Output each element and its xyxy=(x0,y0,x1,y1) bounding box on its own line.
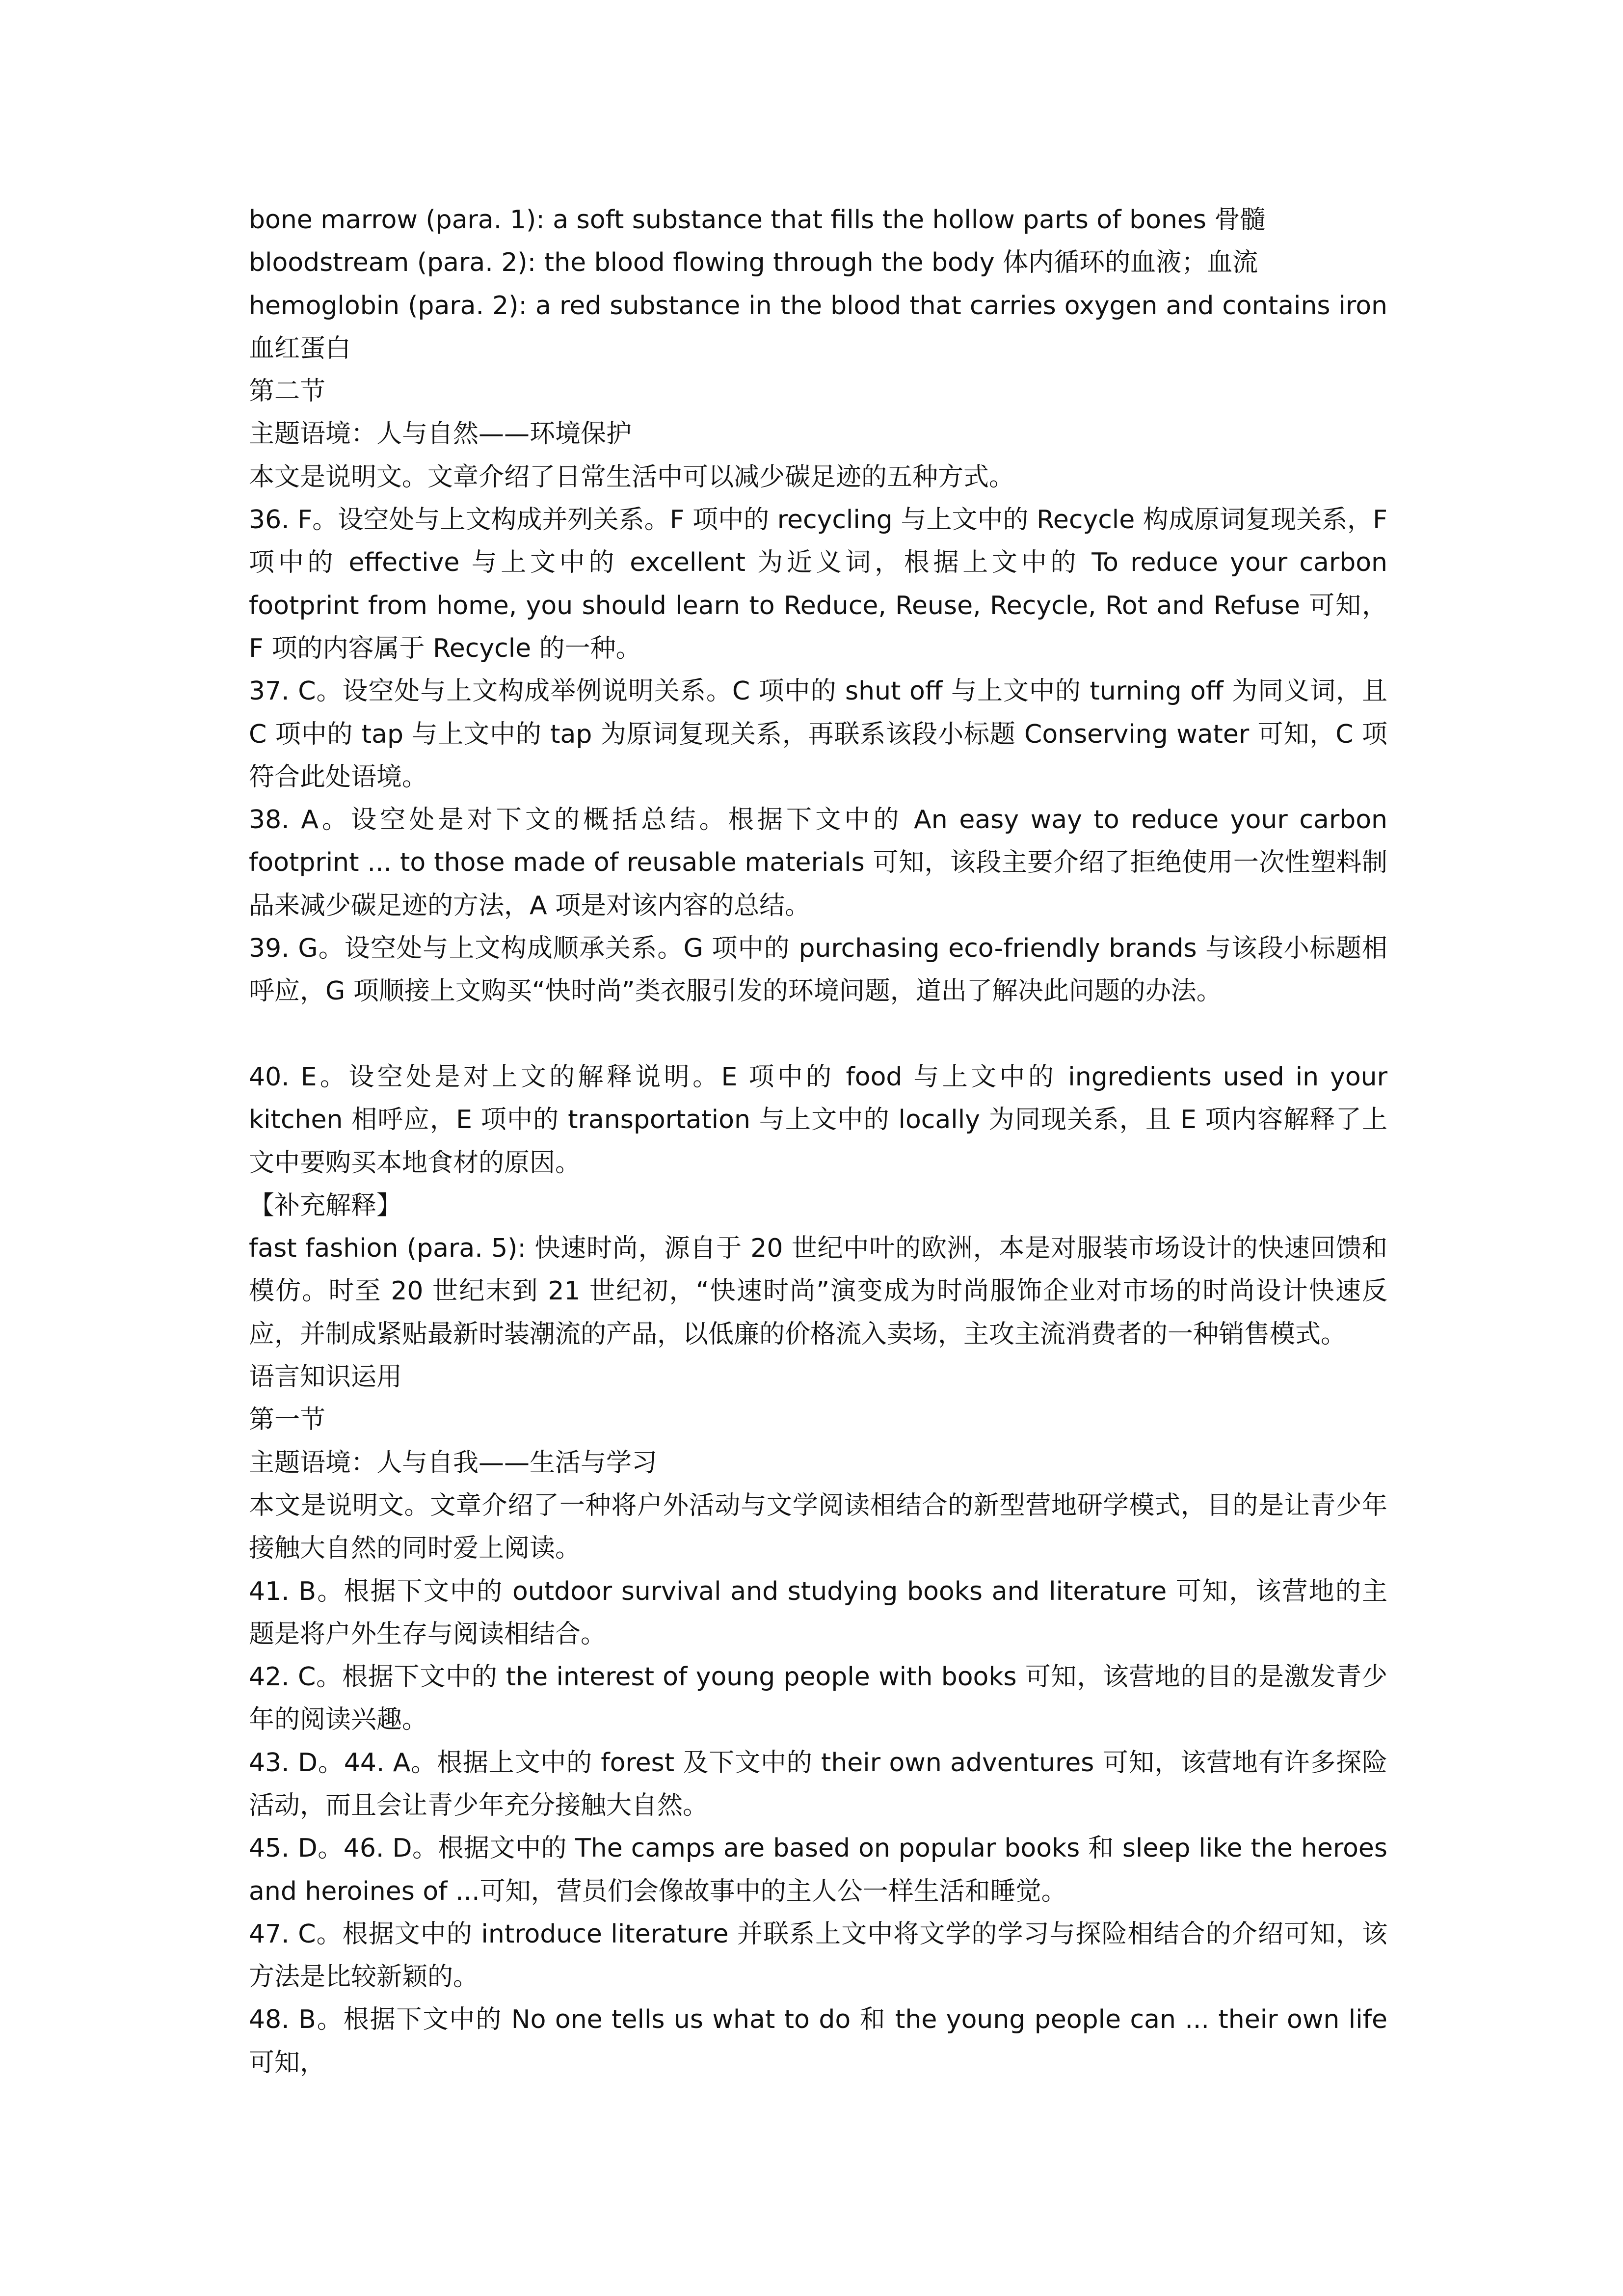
document-body xyxy=(249,199,1387,2084)
passage-intro: 本文是说明文。文章介绍了日常生活中可以减少碳足迹的五种方式。 xyxy=(249,462,1015,492)
answer-item-43-44: 43. D。44. A。根据上文中的 forest 及下文中的 their own adventures 可知，该营地有许多探险活动，而且会让青少年充分接触大自然。 xyxy=(249,1748,1387,1820)
passage-intro: 本文是说明文。文章介绍了一种将户外活动与文学阅读相结合的新型营地研学模式，目的是让青少年接触大自然的同时爱上阅读。 xyxy=(249,1490,1387,1564)
part-heading: 语言知识运用 xyxy=(249,1362,402,1392)
vocab-bone-marrow: bone marrow (para. 1): a soft substance that fills the hollow parts of bones 骨髓 xyxy=(249,205,1266,235)
answer-item-41: 41. B。根据下文中的 outdoor survival and studying books and literature 可知，该营地的主题是将户外生存与阅读相结合。 xyxy=(249,1576,1387,1649)
answer-item-38: 38. A。设空处是对下文的概括总结。根据下文中的 An easy way to reduce your carbon footprint ... to those made of reusable materials 可知，该段主要介绍了拒绝使用一次性塑料制品来减少碳足迹的方法，A 项是对该内容的总结。 xyxy=(249,805,1387,920)
answer-item-40: 40. E。设空处是对上文的解释说明。E 项中的 food 与上文中的 ingredients used in your kitchen 相呼应，E 项中的 transportation 与上文中的 locally 为同现关系，且 E 项内容解释了上文中要购买本地食材的原因。 xyxy=(249,1062,1387,1178)
supplement-text: fast fashion (para. 5): 快速时尚，源自于 20 世纪中叶的欧洲，本是对服装市场设计的快速回馈和模仿。时至 20 世纪末到 21 世纪初，“快速时尚”演变成为时尚服饰企业对市场的时尚设计快速反应，并制成紧贴最新时装潮流的产品，以低廉的价格流入卖场，主攻主流消费者的一种销售模式。 xyxy=(249,1234,1387,1349)
answer-item-36: 36. F。设空处与上文构成并列关系。F 项中的 recycling 与上文中的 Recycle 构成原词复现关系，F 项中的 effective 与上文中的 excellent 为近义词，根据上文中的 To reduce your carbon footprint from home, you should learn to Reduce, Reuse, Recycle, Rot and Refuse 可知，F 项的内容属于 Recycle 的一种。 xyxy=(249,505,1387,663)
theme-line: 主题语境：人与自然——环境保护 xyxy=(249,419,632,449)
answer-item-47: 47. C。根据文中的 introduce literature 并联系上文中将文学的学习与探险相结合的介绍可知，该方法是比较新颖的。 xyxy=(249,1919,1387,1992)
blank-line xyxy=(249,1013,1387,1056)
answer-item-48: 48. B。根据下文中的 No one tells us what to do 和 the young people can ... their own life 可知， xyxy=(249,2005,1387,2078)
answer-item-39: 39. G。设空处与上文构成顺承关系。G 项中的 purchasing eco-friendly brands 与该段小标题相呼应，G 项顺接上文购买“快时尚”类衣服引发的环境问题，道出了解决此问题的办法。 xyxy=(249,934,1387,1006)
section-heading: 第一节 xyxy=(249,1405,326,1435)
answer-item-37: 37. C。设空处与上文构成举例说明关系。C 项中的 shut off 与上文中的 turning off 为同义词，且 C 项中的 tap 与上文中的 tap 为原词复现关系，再联系该段小标题 Conserving water 可知，C 项符合此处语境。 xyxy=(249,676,1387,792)
vocab-hemoglobin: hemoglobin (para. 2): a red substance in the blood that carries oxygen and contains iron 血红蛋白 xyxy=(249,291,1387,363)
answer-item-45-46: 45. D。46. D。根据文中的 The camps are based on popular books 和 sleep like the heroes and heroines of ...可知，营员们会像故事中的主人公一样生活和睡觉。 xyxy=(249,1834,1387,1906)
vocab-bloodstream: bloodstream (para. 2): the blood flowing through the body 体内循环的血液；血流 xyxy=(249,248,1258,278)
answer-item-42: 42. C。根据下文中的 the interest of young people with books 可知，该营地的目的是激发青少年的阅读兴趣。 xyxy=(249,1662,1387,1735)
section-heading: 第二节 xyxy=(249,377,326,406)
supplement-heading: 【补充解释】 xyxy=(249,1190,402,1220)
theme-line: 主题语境：人与自我——生活与学习 xyxy=(249,1448,658,1478)
